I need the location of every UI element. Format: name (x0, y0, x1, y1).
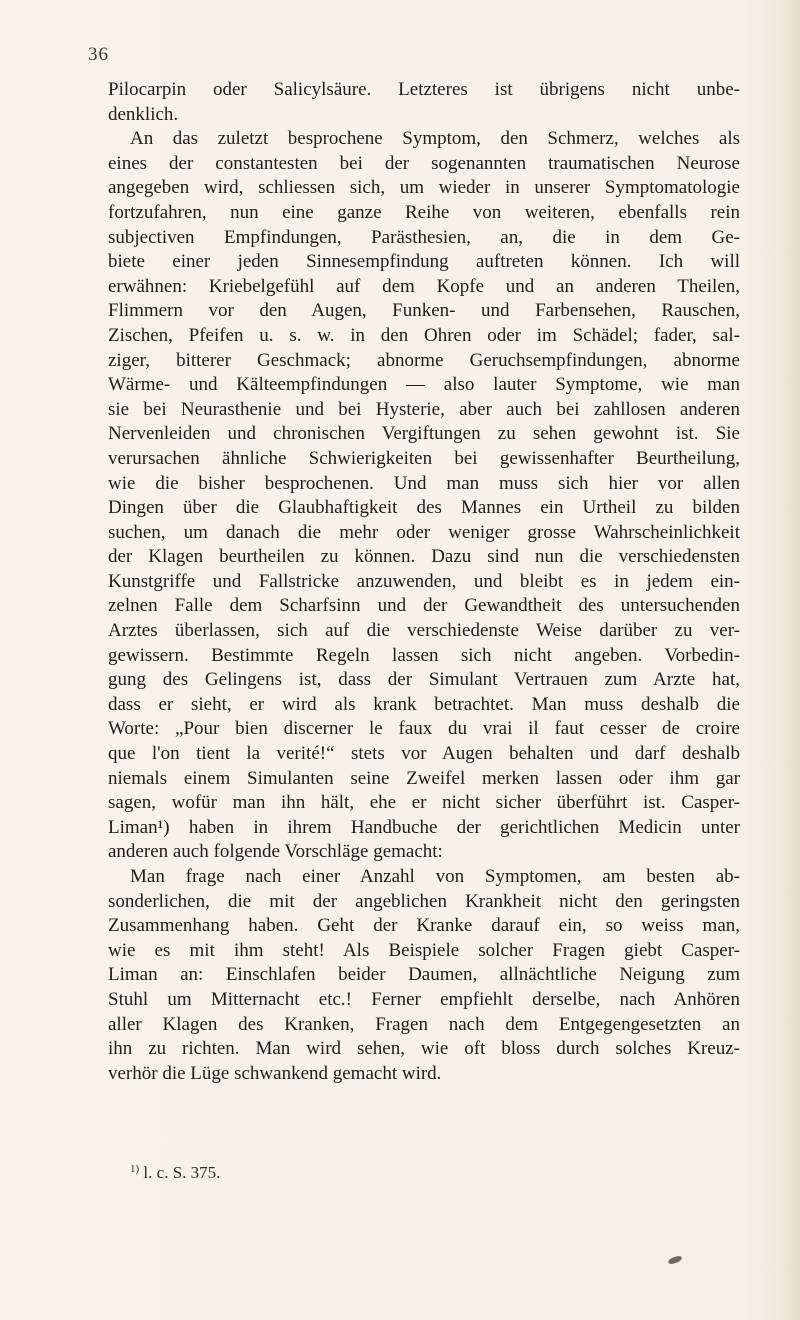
text-line: Kunstgriffe und Fallstricke anzuwenden, und bleibt es in jedem ein- (108, 570, 740, 592)
text-line: ihn zu richten. Man wird sehen, wie oft bloss durch solches Kreuz- (108, 1038, 740, 1060)
text-line: An das zuletzt besprochene Symptom, den Schmerz, welches als (130, 128, 740, 150)
text-line: Zischen, Pfeifen u. s. w. in den Ohren oder im Schädel; fader, sal- (108, 324, 740, 346)
text-line: suchen, um danach die mehr oder weniger grosse Wahrscheinlichkeit (108, 521, 740, 543)
text-line: gewissern. Bestimmte Regeln lassen sich nicht angeben. Vorbedin- (108, 644, 740, 666)
text-line: Stuhl um Mitternacht etc.! Ferner empfiehlt derselbe, nach Anhören (108, 988, 740, 1010)
text-line: zelnen Falle dem Scharfsinn und der Gewandtheit des untersuchenden (108, 595, 740, 617)
text-line: aller Klagen des Kranken, Fragen nach dem Entgegengesetzten an (108, 1013, 740, 1035)
text-line: denklich. (108, 103, 179, 125)
text-line: wie es mit ihm steht! Als Beispiele solcher Fragen giebt Casper- (108, 939, 740, 961)
text-line: sonderlichen, die mit der angeblichen Krankheit nicht den geringsten (108, 890, 740, 912)
text-line: Flimmern vor den Augen, Funken- und Farbensehen, Rauschen, (108, 300, 740, 322)
text-line: Worte: „Pour bien discerner le faux du vrai il faut cesser de croire (108, 718, 740, 740)
text-line: verhör die Lüge schwankend gemacht wird. (108, 1062, 442, 1084)
text-line: subjectiven Empfindungen, Parästhesien, an, die in dem Ge- (108, 226, 740, 248)
text-line: sie bei Neurasthenie und bei Hysterie, aber auch bei zahllosen anderen (108, 398, 740, 420)
text-line: erwähnen: Kriebelgefühl auf dem Kopfe und an anderen Theilen, (108, 275, 740, 297)
footnote-marker: 1) (130, 1163, 140, 1175)
text-line: sagen, wofür man ihn hält, ehe er nicht sicher überführt ist. Casper- (108, 792, 740, 814)
text-line: verursachen ähnliche Schwierigkeiten bei gewissenhafter Beurtheilung, (108, 447, 740, 469)
text-line: Wärme- und Kälteempfindungen — also lauter Symptome, wie man (108, 374, 740, 396)
text-line: Pilocarpin oder Salicylsäure. Letzteres ist übrigens nicht unbe- (108, 79, 740, 100)
footnote (130, 1163, 220, 1183)
main-text (108, 78, 740, 1086)
text-line: niemals einem Simulanten seine Zweifel merken lassen oder ihm gar (108, 767, 740, 789)
text-line: Man frage nach einer Anzahl von Symptomen, am besten ab- (130, 866, 740, 887)
text-line: biete einer jeden Sinnesempfindung auftreten können. Ich will (108, 251, 740, 273)
text-line: anderen auch folgende Vorschläge gemacht: (108, 841, 443, 863)
text-line: eines der constantesten bei der sogenannten traumatischen Neurose (108, 152, 740, 174)
text-line: Nervenleiden und chronischen Vergiftungen zu sehen gewohnt ist. Sie (108, 423, 740, 445)
ink-smudge (667, 1255, 682, 1265)
page-edge-shadow (782, 0, 800, 1320)
text-line: der Klagen beurtheilen zu können. Dazu sind nun die verschiedensten (108, 546, 740, 568)
text-line: ziger, bitterer Geschmack; abnorme Geruchsempfindungen, abnorme (108, 349, 740, 371)
text-line: Arztes überlassen, sich auf die verschiedenste Weise darüber zu ver- (108, 620, 740, 642)
text-line: Liman an: Einschlafen beider Daumen, allnächtliche Neigung zum (108, 964, 740, 986)
page-number: 36 (88, 44, 109, 65)
text-line: que l'on tient la verité!“ stets vor Augen behalten und darf deshalb (108, 743, 740, 765)
text-line: Liman¹) haben in ihrem Handbuche der gerichtlichen Medicin unter (108, 816, 740, 838)
text-line: Dingen über die Glaubhaftigkeit des Mannes ein Urtheil zu bilden (108, 497, 740, 519)
text-line: wie die bisher besprochenen. Und man muss sich hier vor allen (108, 472, 740, 494)
text-line: Zusammenhang haben. Geht der Kranke darauf ein, so weiss man, (108, 915, 740, 937)
footnote-text: l. c. S. 375. (143, 1163, 221, 1182)
text-line: angegeben wird, schliessen sich, um wieder in unserer Symptomatologie (108, 177, 740, 199)
text-line: dass er sieht, er wird als krank betrachtet. Man muss deshalb die (108, 693, 740, 715)
text-line: fortzufahren, nun eine ganze Reihe von weiteren, ebenfalls rein (108, 201, 740, 223)
text-line: gung des Gelingens ist, dass der Simulant Vertrauen zum Arzte hat, (108, 669, 740, 691)
